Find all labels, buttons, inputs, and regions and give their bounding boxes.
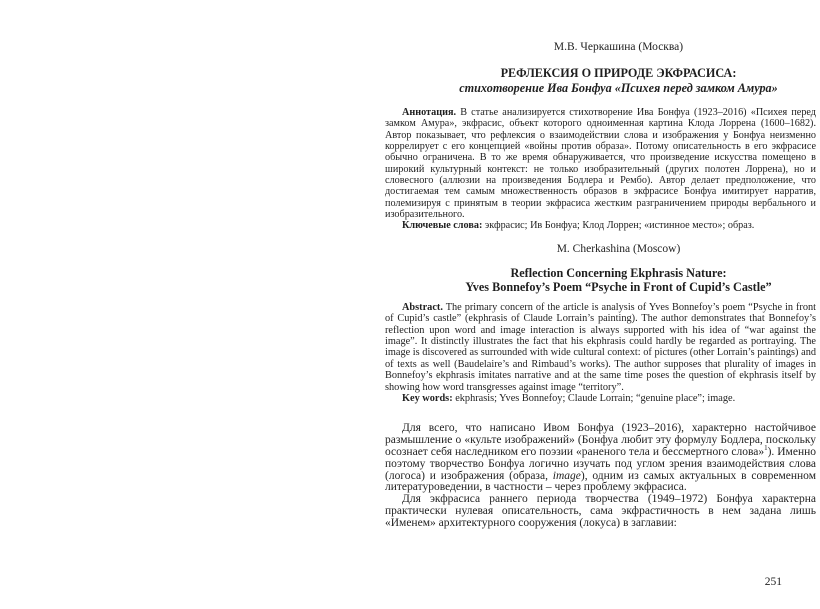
body-paragraph-1-text-c: ), одним из самых актуальных в современном литературоведении, в частности – через проблему экфрасиса. (385, 469, 816, 494)
keywords-russian-paragraph (385, 220, 816, 231)
keywords-english-label: Key words: (402, 393, 453, 405)
abstract-russian-paragraph (385, 107, 816, 220)
article-title-english-line2: Yves Bonnefoy’s Poem “Psyche in Front of Cupid’s Castle” (465, 280, 772, 295)
body-paragraph-2: Для экфрасиса раннего периода творчества (1949–1972) Бонфуа характерна практически нулевая описательность, сама экфрастичность в нем задана лишь «Именем» архитектурного сооружения (локуса) в заглавии: (385, 493, 816, 529)
body-paragraph-1 (385, 423, 816, 494)
article-title-english-line1: Reflection Concerning Ekphrasis Nature: (510, 265, 727, 280)
article-title-english (385, 266, 816, 295)
abstract-english-text: The primary concern of the article is analysis of Yves Bonnefoy’s poem “Psyche in front of Cupid’s castle” (ekphrasis of Claude Lorrain’s painting). The author demonstrates that Bonnefoy’s reflection upon word and image interaction is always supported with his idea of “war against the image”. It distinctly illustrates the fact that his ekphrasis could hardly be regarded as portraying. The image is discovered as surrounded with wide cultural context: of pictures (other Lorrain’s paintings) and of texts as well (Baudelaire’s and Rimbaud’s works). The author supposes that plurality of images in Bonnefoy’s ekphrasis imitates narrative and at the same time poses the question of ekphrasis itself by showing how word transgresses against image “territory”. (385, 301, 816, 393)
body-paragraph-1-text-b: ). Именно поэтому творчество Бонфуа логично изучать под углом зрения взаимодействия слова (логоса) и изображения (образа, (385, 446, 816, 482)
author-russian: М.В. Черкашина (Москва) (553, 41, 684, 53)
article-body (385, 423, 816, 529)
text-column (385, 0, 816, 530)
keywords-english-paragraph (385, 393, 816, 404)
abstract-english (385, 302, 816, 405)
abstract-english-paragraph (385, 302, 816, 393)
body-paragraph-1-text-a: Для всего, что написано Ивом Бонфуа (1923–2016), характерно настойчивое размышление о «культе изображений» (Бонфуа любит эту формулу Бодлера, поскольку осознает себя наследником его поэзии «раненого тела и бессмертного слова» (385, 422, 816, 459)
article-title-russian: РЕФЛЕКСИЯ О ПРИРОДЕ ЭКФРАСИСА: (500, 66, 737, 80)
article-subtitle-russian: стихотворение Ива Бонфуа «Психея перед замком Амура» (459, 80, 778, 95)
abstract-english-label: Abstract. (402, 301, 443, 313)
keywords-russian-label: Ключевые слова: (402, 220, 483, 232)
keywords-russian-text: экфрасис; Ив Бонфуа; Клод Лоррен; «истинное место»; образ. (482, 220, 755, 232)
abstract-russian-text: В статье анализируется стихотворение Ива Бонфуа (1923–2016) «Психея перед замком Амура», экфрасис, объект которого одноименная картина Клода Лоррена (1600–1682). Автор показывает, что рефлексия о взаимодействии слова и изображения у Бонфуа неизменно коррелирует с его концепцией «войны против образа». Потому описательность в его экфрасисе обычно ограничена. В то же время обнаруживается, что произведение искусства помещено в широкий культурный контекст: не только изобразительный (других полотен Лоррена), но и словесного (аллюзии на произведения Бодлера и Рембо). Автор делает предположение, что достигаемая тем самым множественность образов в экфрасисе Бонфуа имитирует нарратив, полемизируя с принятым в теории экфрасиса жестким разграничением природы вербального и изобразительного. (385, 107, 816, 221)
abstract-russian-label: Аннотация. (402, 107, 457, 118)
body-paragraph-1-italic-term: image (552, 469, 581, 482)
footnote-marker-1: 1 (764, 444, 768, 453)
author-english: M. Cherkashina (Moscow) (556, 242, 681, 255)
abstract-russian (385, 107, 816, 232)
page-number: 251 (764, 576, 782, 588)
keywords-english-text: ekphrasis; Yves Bonnefoy; Claude Lorrain; “genuine place”; image. (452, 393, 736, 405)
